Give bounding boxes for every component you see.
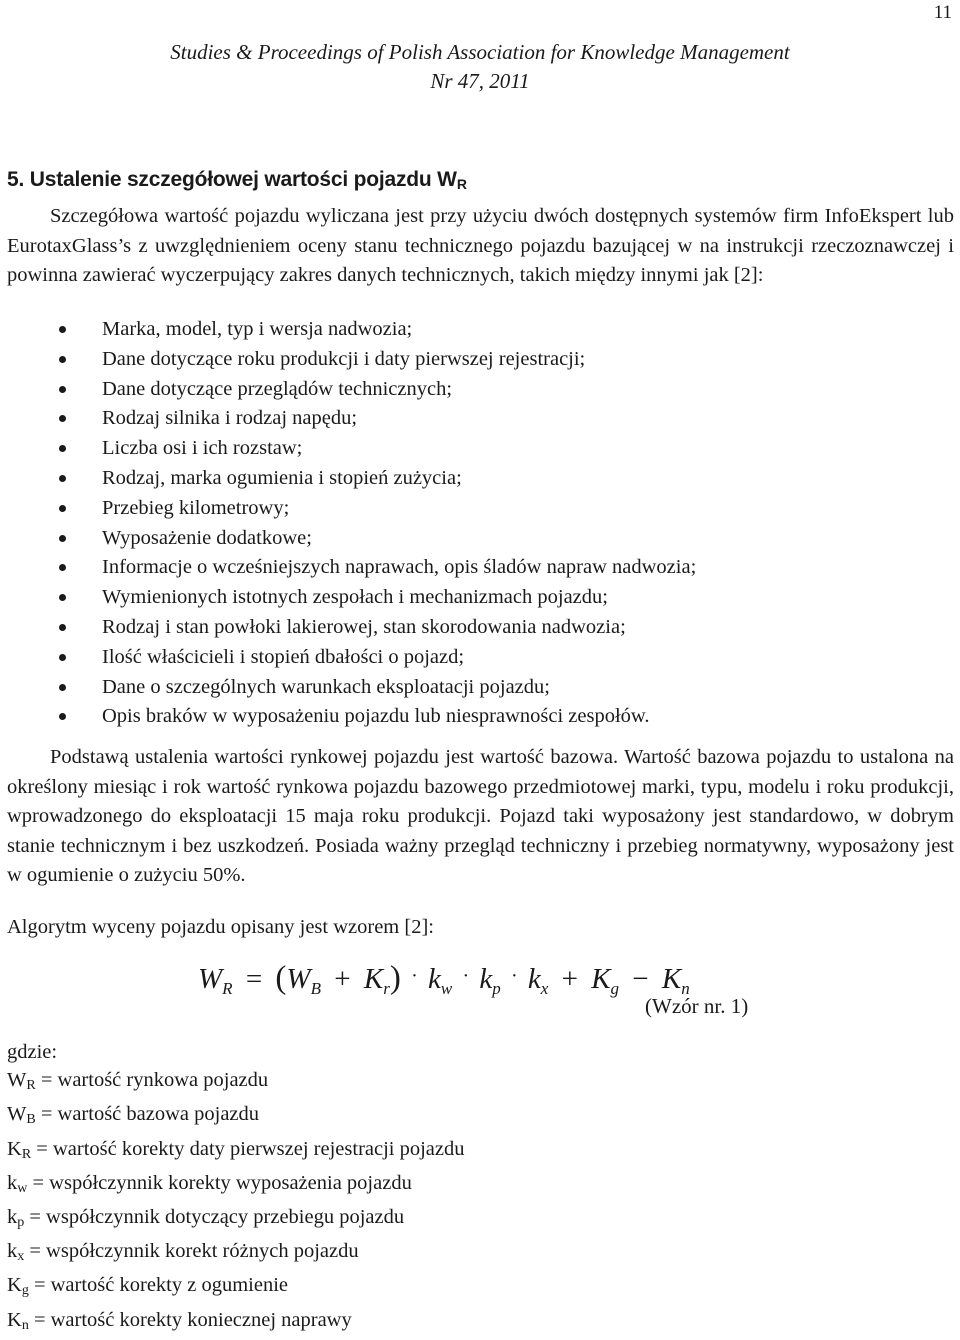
formula-symbol: K (591, 963, 611, 995)
list-item (0, 702, 696, 732)
bullet-icon (59, 356, 66, 363)
bullet-icon (59, 684, 66, 691)
list-item (0, 613, 696, 643)
formula-subscript: x (540, 979, 549, 998)
journal-issue: Nr 47, 2011 (430, 69, 530, 93)
bullet-icon (59, 326, 66, 333)
definition-item (7, 1169, 465, 1203)
definition-subscript: R (21, 1146, 32, 1162)
bullet-icon (59, 505, 66, 512)
list-item (0, 553, 696, 583)
definition-text: = wartość korekty z ogumienie (28, 1274, 289, 1297)
definition-item (7, 1271, 465, 1305)
list-item-text: Opis braków w wyposażeniu pojazdu lub niesprawności zespołów. (102, 705, 650, 728)
definition-subscript: g (21, 1283, 29, 1299)
formula-symbol: k (479, 963, 493, 995)
list-item (0, 643, 696, 673)
bullet-icon (59, 415, 66, 422)
definition-text: = wartość rynkowa pojazdu (35, 1069, 269, 1092)
feature-list (0, 315, 696, 732)
formula-operator: = (245, 963, 263, 995)
list-item (0, 464, 696, 494)
formula-symbol: K (363, 963, 384, 995)
definition-text: = współczynnik korekt różnych pojazdu (24, 1240, 359, 1263)
definition-subscript: p (17, 1215, 25, 1231)
formula-operator: · (462, 965, 470, 987)
formula-operator: + (334, 963, 351, 995)
list-item-text: Wyposażenie dodatkowe; (102, 526, 312, 549)
paragraph-base-value (7, 743, 954, 891)
page-number: 11 (933, 2, 952, 23)
bullet-icon (59, 713, 66, 720)
list-item-text: Rodzaj silnika i rodzaj napędu; (102, 407, 358, 430)
definition-subscript: B (26, 1112, 36, 1128)
definition-text: = współczynnik dotyczący przebiegu pojazdu (24, 1206, 405, 1229)
list-item (0, 524, 696, 554)
formula-symbol: k (527, 963, 541, 995)
bullet-icon (59, 475, 66, 482)
formula-symbol: K (661, 963, 682, 995)
definition-symbol: W (7, 1069, 27, 1092)
definitions-list (7, 1038, 465, 1340)
definition-symbol: k (7, 1206, 18, 1229)
definition-item (7, 1135, 465, 1169)
paragraph-intro (7, 202, 954, 291)
formula-subscript: p (492, 979, 501, 998)
definition-item (7, 1237, 465, 1271)
list-item (0, 404, 696, 434)
list-item-text: Dane dotyczące roku produkcji i daty pierwszej rejestracji; (102, 347, 586, 370)
list-item-text: Liczba osi i ich rozstaw; (102, 437, 303, 460)
bullet-icon (59, 624, 66, 631)
valuation-formula (198, 960, 690, 999)
list-item-text: Marka, model, typ i wersja nadwozia; (102, 318, 413, 340)
formula-subscript: R (222, 979, 233, 998)
formula-subscript: n (681, 979, 690, 998)
formula-subscript: g (610, 979, 620, 998)
formula-paren: ) (389, 960, 401, 996)
bullet-icon (59, 564, 66, 571)
formula-symbol: W (286, 963, 311, 995)
definition-subscript: w (17, 1180, 28, 1196)
bullet-icon (59, 594, 66, 601)
formula-paren: ( (275, 960, 287, 996)
paragraph-intro-text: Szczegółowa wartość pojazdu wyliczana jest przy użyciu dwóch dostępnych systemów firm InfoEkspert lub EurotaxGlass’s z uwzględnieniem oceny stanu technicznego pojazdu bazującej w na instrukcji rzeczoznawczej i powinna zawierać wyczerpujący zakres danych technicznych, takich między innymi jak [2]: (7, 205, 954, 286)
list-item-text: Rodzaj, marka ogumienia i stopień zużycia; (102, 466, 462, 489)
list-item-text: Ilość właścicieli i stopień dbałości o pojazd; (102, 645, 465, 668)
bullet-icon (59, 654, 66, 661)
list-item-text: Przebieg kilometrowy; (102, 496, 290, 519)
formula-operator: − (632, 963, 649, 995)
formula-subscript: r (383, 979, 390, 998)
formula-subscript: w (440, 979, 453, 998)
definition-text: = wartość korekty daty pierwszej rejestracji pojazdu (31, 1137, 465, 1160)
formula-label: (Wzór nr. 1) (645, 994, 749, 1018)
bullet-icon (59, 445, 66, 452)
definition-item (7, 1306, 465, 1340)
list-item (0, 375, 696, 405)
definition-item (7, 1203, 465, 1237)
definition-subscript: x (17, 1249, 25, 1265)
list-item-text: Dane dotyczące przeglądów technicznych; (102, 377, 453, 400)
formula-operator: · (511, 965, 518, 987)
definition-text: = wartość korekty koniecznej naprawy (28, 1308, 352, 1331)
gdzie-label: gdzie: (7, 1041, 58, 1063)
list-item (0, 673, 696, 703)
definition-symbol: K (7, 1308, 22, 1331)
list-item-text: Rodzaj i stan powłoki lakierowej, stan skorodowania nadwozia; (102, 615, 626, 638)
formula-symbol: k (427, 963, 441, 995)
section-heading-subscript: R (456, 176, 467, 192)
definition-subscript: n (21, 1317, 29, 1333)
definition-symbol: K (7, 1274, 22, 1297)
definition-text: = wartość bazowa pojazdu (35, 1103, 260, 1126)
formula-operator: + (561, 963, 578, 995)
paragraph-base-value-text: Podstawą ustalenia wartości rynkowej pojazdu jest wartość bazowa. Wartość bazowa pojazdu to ustalona na określony miesiąc i rok wartość rynkowa pojazdu bazowego przedmiotowej marki, typu, modelu i roku produkcji, wprowadzonego do eksploatacji 15 maja roku produkcji. Pojazd taki wyposażony jest standardowo, w dobrym stanie technicznym i bez uszkodzeń. Posiada ważny przegląd techniczny i przebieg normatywny, wyposażony jest w ogumienie o zużyciu 50%. (7, 746, 954, 887)
section-heading (7, 168, 467, 192)
definition-item (7, 1066, 465, 1100)
definition-symbol: k (7, 1171, 18, 1194)
algorithm-intro: Algorytm wyceny pojazdu opisany jest wzorem [2]: (7, 916, 434, 938)
definition-text: = współczynnik korekty wyposażenia pojazdu (27, 1171, 412, 1194)
bullet-icon (59, 386, 66, 393)
definition-subscript: R (26, 1078, 36, 1094)
definition-symbol: K (7, 1137, 22, 1160)
list-item-text: Informacje o wcześniejszych naprawach, opis śladów napraw nadwozia; (102, 556, 697, 579)
list-item (0, 494, 696, 524)
section-heading-text: 5. Ustalenie szczegółowej wartości pojazdu W (7, 168, 457, 191)
list-item (0, 434, 696, 464)
formula-symbol: W (198, 963, 223, 995)
list-item-text: Dane o szczególnych warunkach eksploatacji pojazdu; (102, 675, 550, 698)
formula-subscript: B (310, 979, 321, 998)
journal-title: Studies & Proceedings of Polish Association for Knowledge Management (170, 40, 790, 64)
list-item (0, 315, 696, 345)
bullet-icon (59, 535, 66, 542)
list-item (0, 345, 696, 375)
definition-symbol: W (7, 1103, 27, 1126)
definition-item (7, 1100, 465, 1134)
list-item-text: Wymienionych istotnych zespołach i mechanizmach pojazdu; (102, 586, 608, 609)
formula-operator: · (411, 965, 418, 987)
list-item (0, 583, 696, 613)
definition-symbol: k (7, 1240, 18, 1263)
